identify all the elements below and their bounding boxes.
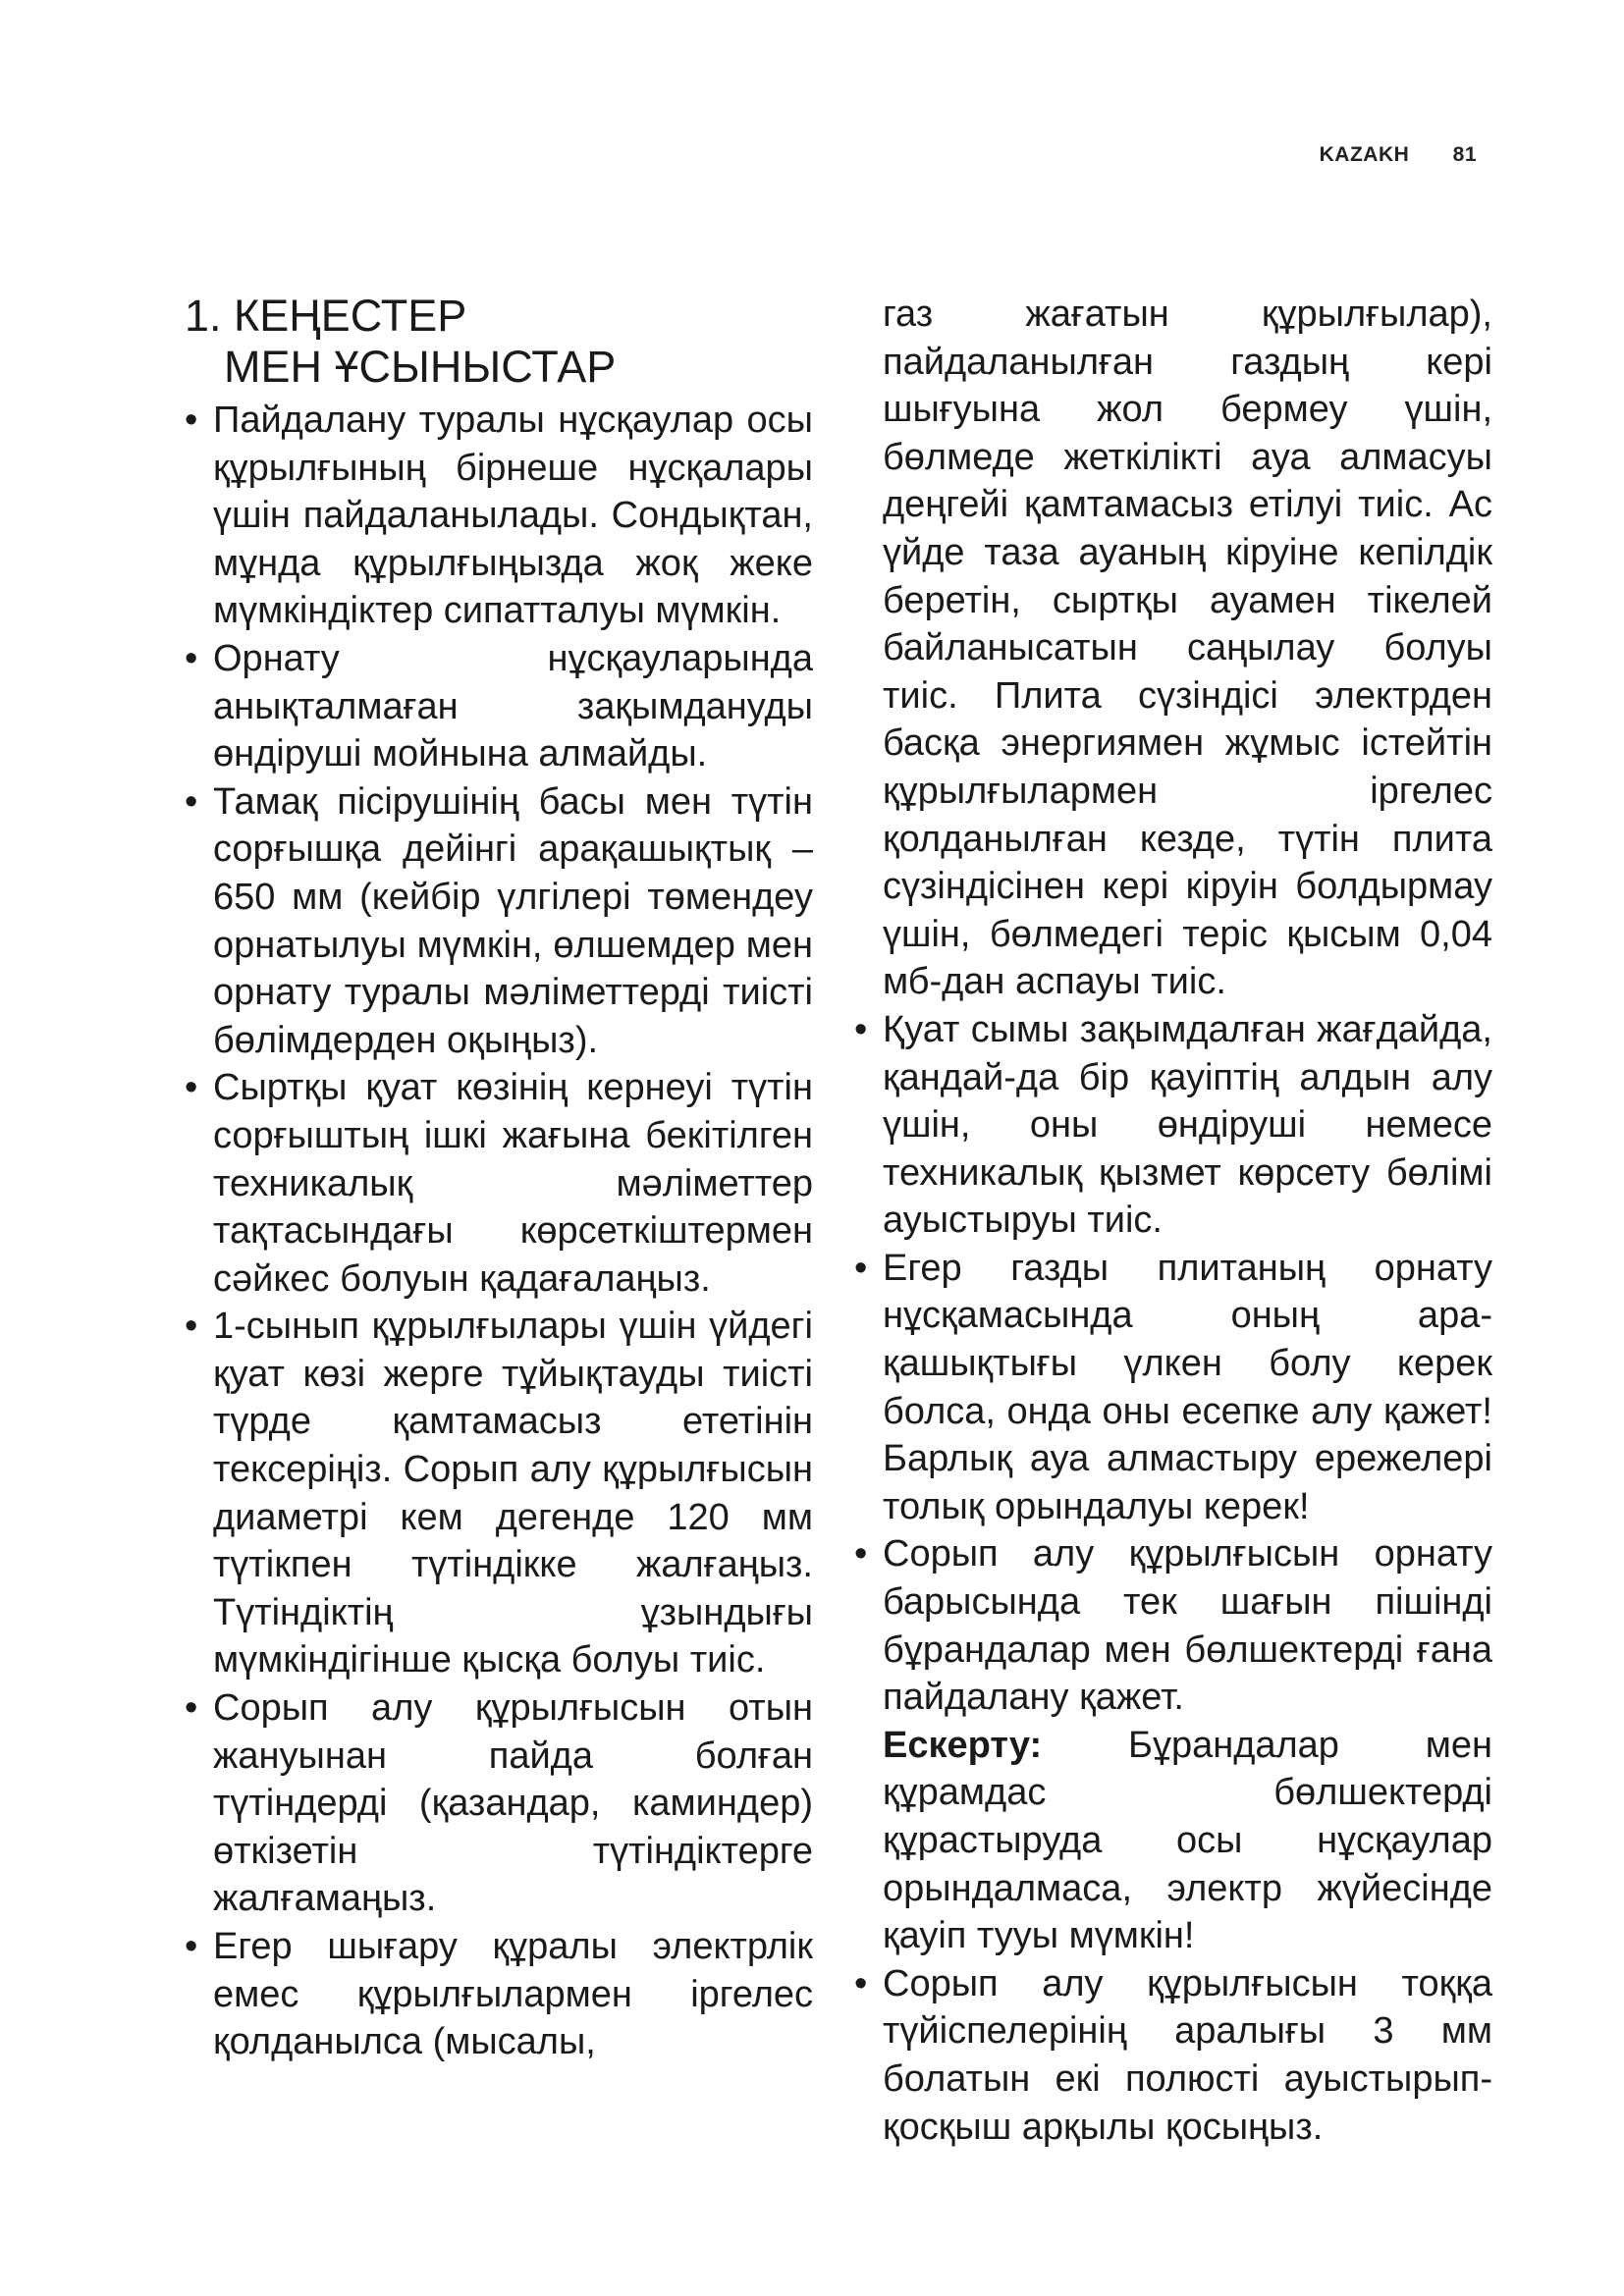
- language-label: KAZAKH: [1319, 143, 1410, 166]
- page-header: [1320, 143, 1477, 167]
- left-column: [185, 291, 813, 2066]
- right-column: [854, 291, 1492, 2151]
- list-item: • Сорып алу құрылғысын отын жануынан пайда болған түтіндерді (қазандар, каминдер) өткізетін түтіндіктерге жалғамаңыз.: [185, 1684, 813, 1923]
- list-item: • Егер шығару құралы электрлік емес құрылғылармен іргелес қолданылса (мысалы,: [185, 1923, 813, 2066]
- section-title-line2: МЕН ҰСЫНЫСТАР: [224, 342, 617, 392]
- list-item: • Тамақ пісірушінің басы мен түтін сорғышқа дейінгі арақашықтық – 650 мм (кейбір үлгілері төмендеу орнатылуы мүмкін, өлшемдер мен орнату туралы мәліметтерді тиісті бөлімдерден оқыңыз).: [185, 778, 813, 1065]
- warning-note: [854, 1722, 1492, 1960]
- page-number: 81: [1452, 143, 1477, 166]
- left-bullet-list: [185, 397, 813, 2066]
- list-item: • Орнату нұсқауларында анықталмаған зақымдануды өндіруші мойнына алмайды.: [185, 635, 813, 778]
- continued-paragraph: газ жағатын құрылғылар), пайдаланылған газдың кері шығуына жол бермеу үшін, бөлмеде жеткілікті ауа алмасуы деңгейі қамтамасыз етілуі тиіс. Ас үйде таза ауаның кіруіне кепілдік беретін, сыртқы ауамен тікелей байланысатын саңылау болуы тиіс. Плита сүзіндісі электрден басқа энергиямен жұмыс істейтін құрылғылармен іргелес қолданылған кезде, түтін плита сүзіндісінен кері кіруін болдырмау үшін, бөлмедегі теріс қысым 0,04 мб-дан аспауы тиіс.: [883, 294, 1492, 1003]
- right-bullet-list-final: [854, 1960, 1492, 2151]
- list-item: • Пайдалану туралы нұсқаулар осы құрылғының бірнеше нұсқалары үшін пайдаланылады. Сондықтан, мұнда құрылғыңызда жоқ жеке мүмкіндіктер сипатталуы мүмкін.: [185, 397, 813, 635]
- list-item: • 1-сынып құрылғылары үшін үйдегі қуат көзі жерге тұйықтауды тиісті түрде қамтамасыз ететінін тексеріңіз. Сорып алу құрылғысын диаметрі кем дегенде 120 мм түтікпен түтіндікке жалғаңыз. Түтіндіктің ұзындығы мүмкіндігінше қысқа болуы тиіс.: [185, 1303, 813, 1684]
- section-title: [185, 291, 813, 393]
- warning-label: Ескерту:: [883, 1724, 1128, 1766]
- list-item: • Сорып алу құрылғысын орнату барысында тек шағын пішінді бұрандалар мен бөлшектерді ғана пайдалану қажет.: [854, 1530, 1492, 1721]
- section-title-line1: 1. КЕҢЕСТЕР: [185, 291, 467, 341]
- list-item: • Егер газды плитаның орнату нұсқамасында оның ара-қашықтығы үлкен болу керек болса, онда оны есепке алу қажет! Барлық ауа алмастыру ережелері толық орындалуы керек!: [854, 1245, 1492, 1531]
- list-item: • Сыртқы қуат көзінің кернеуі түтін сорғыштың ішкі жағына бекітілген техникалық мәліметтер тақтасындағы көрсеткіштермен сәйкес болуын қадағалаңыз.: [185, 1064, 813, 1303]
- warning-text: Бұрандалар мен құрамдас бөлшектерді құрастыруда осы нұсқаулар орындалмаса, электр жүйесінде қауіп тууы мүмкін!: [883, 1724, 1492, 1957]
- list-item: • Сорып алу құрылғысын тоққа түйіспелерінің аралығы 3 мм болатын екі полюсті ауыстырып-қосқыш арқылы қосыңыз.: [854, 1960, 1492, 2151]
- right-bullet-list: [854, 1006, 1492, 1722]
- list-item: • Қуат сымы зақымдалған жағдайда, қандай-да бір қауіптің алдын алу үшін, оны өндіруші немесе техникалық қызмет көрсету бөлімі ауыстыруы тиіс.: [854, 1006, 1492, 1245]
